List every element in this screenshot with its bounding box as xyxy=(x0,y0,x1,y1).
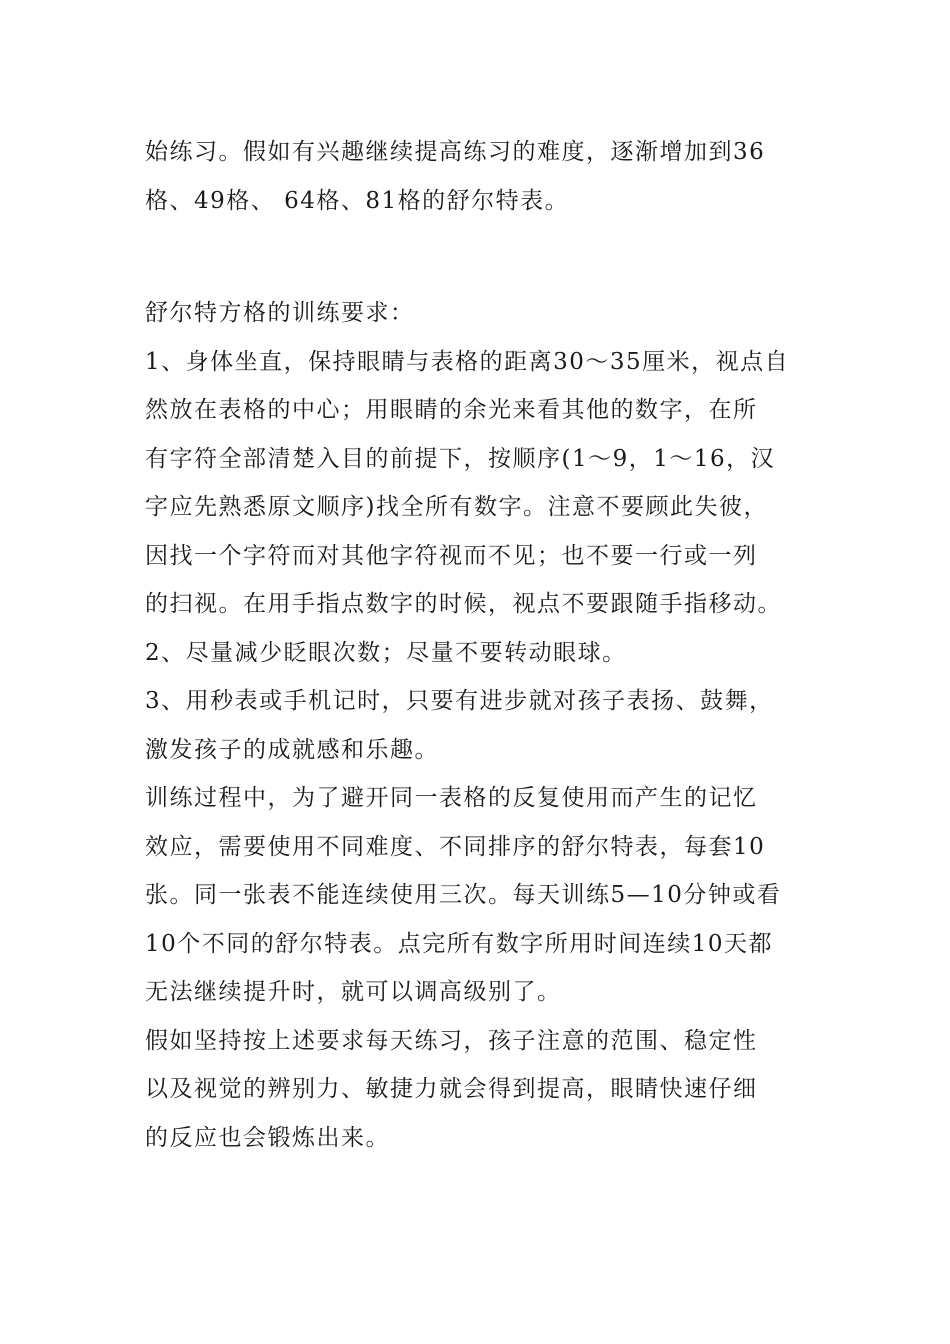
document-body xyxy=(145,128,810,1162)
text-line: 格、49格、 64格、81格的舒尔特表。 xyxy=(145,187,570,214)
text-line: 的反应也会锻炼出来。 xyxy=(145,1124,390,1151)
text-line: 无法继续提升时，就可以调高级别了。 xyxy=(145,979,562,1005)
text-line: 激发孩子的成就感和乐趣。 xyxy=(145,736,439,763)
text-line: 训练过程中，为了避开同一表格的反复使用而产生的记忆 xyxy=(145,785,758,811)
text-line: 张。同一张表不能连续使用三次。每天训练5—10分钟或看 xyxy=(145,882,782,908)
text-line: 以及视觉的辨别力、敏捷力就会得到提高，眼睛快速仔细 xyxy=(145,1076,758,1102)
text-line: 然放在表格的中心；用眼睛的余光来看其他的数字，在所 xyxy=(145,397,758,423)
text-line: 1、身体坐直，保持眼睛与表格的距离30～35厘米，视点自 xyxy=(145,348,790,375)
text-line: 的扫视。在用手指点数字的时候，视点不要跟随手指移动。 xyxy=(145,591,782,617)
text-line: 2、尽量减少眨眼次数；尽量不要转动眼球。 xyxy=(145,639,627,666)
text-line: 有字符全部清楚入目的前提下，按顺序(1～9，1～16，汉 xyxy=(145,445,776,472)
text-line: 字应先熟悉原文顺序)找全所有数字。注意不要顾此失彼， xyxy=(145,494,768,520)
text-line: 3、用秒表或手机记时，只要有进步就对孩子表扬、鼓舞， xyxy=(145,688,774,714)
section-heading: 舒尔特方格的训练要求： xyxy=(145,300,415,326)
text-line: 假如坚持按上述要求每天练习，孩子注意的范围、稳定性 xyxy=(145,1027,758,1054)
text-line: 因找一个字符而对其他字符视而不见；也不要一行或一列 xyxy=(145,542,758,569)
text-line: 10个不同的舒尔特表。点完所有数字所用时间连续10天都 xyxy=(145,930,774,957)
paragraph-gap xyxy=(145,225,810,289)
text-line: 始练习。假如有兴趣继续提高练习的难度，逐渐增加到36 xyxy=(145,139,766,165)
text-line: 效应，需要使用不同难度、不同排序的舒尔特表，每套10 xyxy=(145,833,766,860)
